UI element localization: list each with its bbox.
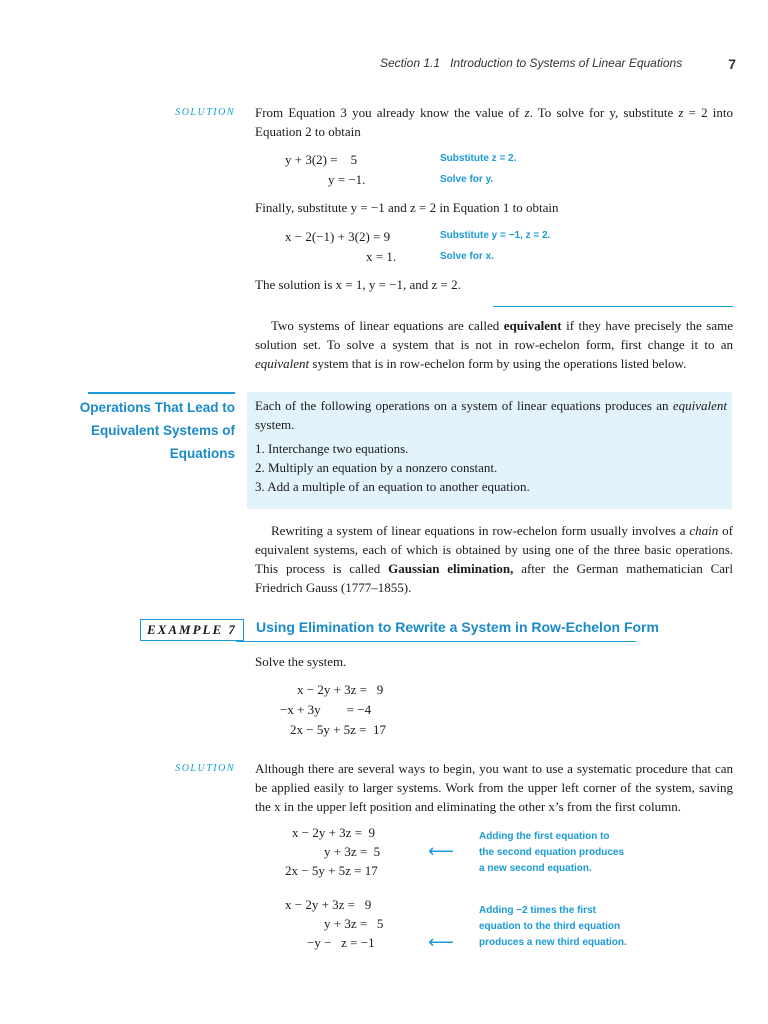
operation-item: 1. Interchange two equations. xyxy=(255,441,409,456)
solution-intro: From Equation 3 you already know the value of z. To solve for y, substitute z = 2 into Equation 2 to obtain xyxy=(255,105,733,139)
step-note: Adding the first equation to the second equation produces a new second equation. xyxy=(479,831,625,874)
solution-label: SOLUTION xyxy=(175,107,235,118)
operation-item: 2. Multiply an equation by a nonzero constant. xyxy=(255,460,498,475)
equation-note: Solve for x. xyxy=(440,251,494,262)
operation-item: 3. Add a multiple of an equation to another equation. xyxy=(255,479,530,494)
elimination-step-2 xyxy=(285,895,383,952)
arrow-left-icon: ⟵ xyxy=(428,841,454,862)
equation-line: −x + 3y = −4 xyxy=(280,702,372,717)
equation-note: Solve for y. xyxy=(440,174,494,185)
example-prompt: Solve the system. xyxy=(255,654,347,669)
example-title-rule xyxy=(236,641,636,642)
elimination-step-1 xyxy=(285,823,380,880)
equation-line: x − 2y + 3z = 9 xyxy=(285,897,372,912)
page-number: 7 xyxy=(728,56,736,72)
equation-line: y + 3z = 5 xyxy=(324,916,384,931)
side-title-rule xyxy=(88,392,235,394)
equation-line: y + 3z = 5 xyxy=(324,844,381,859)
step-note: Adding −2 times the first equation to the third equation produces a new third equation. xyxy=(479,905,627,948)
equation-line: x − 2(−1) + 3(2) = 9 xyxy=(285,229,391,244)
equation-line: y = −1. xyxy=(328,172,366,187)
equation-line: y + 3(2) = 5 xyxy=(285,152,358,167)
arrow-left-icon: ⟵ xyxy=(428,932,454,953)
equation-line: 2x − 5y + 5z = 17 xyxy=(290,722,387,737)
solution-result: The solution is x = 1, y = −1, and z = 2. xyxy=(255,277,461,292)
end-of-solution-rule xyxy=(493,306,733,307)
equation-line: −y − z = −1 xyxy=(307,935,375,950)
example-label: EXAMPLE 7 xyxy=(140,619,244,641)
gaussian-paragraph: Rewriting a system of linear equations in row-echelon form usually involves a chain of equivalent systems, each of which is obtained by using one of the three basic operations. This process is called Gaussian elimination, after the German mathematician Carl Friedrich Gauss (1777–1855). xyxy=(255,523,734,595)
operations-intro: Each of the following operations on a system of linear equations produces an equivalent system. xyxy=(255,398,727,432)
equation-line: x − 2y + 3z = 9 xyxy=(292,825,376,840)
example-system xyxy=(280,680,386,739)
running-header xyxy=(380,56,736,72)
operations-list xyxy=(255,439,727,496)
equation-line: x − 2y + 3z = 9 xyxy=(297,682,384,697)
example-title: Using Elimination to Rewrite a System in Row-Echelon Form xyxy=(256,619,659,635)
operations-side-title: Operations That Lead to Equivalent Systems of Equations xyxy=(79,400,235,461)
header-section-title: Section 1.1 Introduction to Systems of Linear Equations xyxy=(380,56,683,70)
equation-line: x = 1. xyxy=(366,249,397,264)
equation-line: 2x − 5y + 5z = 17 xyxy=(285,863,378,878)
equivalent-paragraph: Two systems of linear equations are called equivalent if they have precisely the same solution set. To solve a system that is not in row-echelon form, first change it to an equivalent system that is in row-echelon form by using the operations listed below. xyxy=(255,318,733,371)
solution-label: SOLUTION xyxy=(175,763,235,774)
equation-note: Substitute y = −1, z = 2. xyxy=(440,230,551,241)
equation-note: Substitute z = 2. xyxy=(440,153,517,164)
finally-text: Finally, substitute y = −1 and z = 2 in Equation 1 to obtain xyxy=(255,200,559,215)
solution-text: Although there are several ways to begin, you want to use a systematic procedure that can be applied easily to larger systems. Work from the upper left corner of the system, saving the x in the upper left position and eliminating the other x’s from the first column. xyxy=(255,761,733,814)
